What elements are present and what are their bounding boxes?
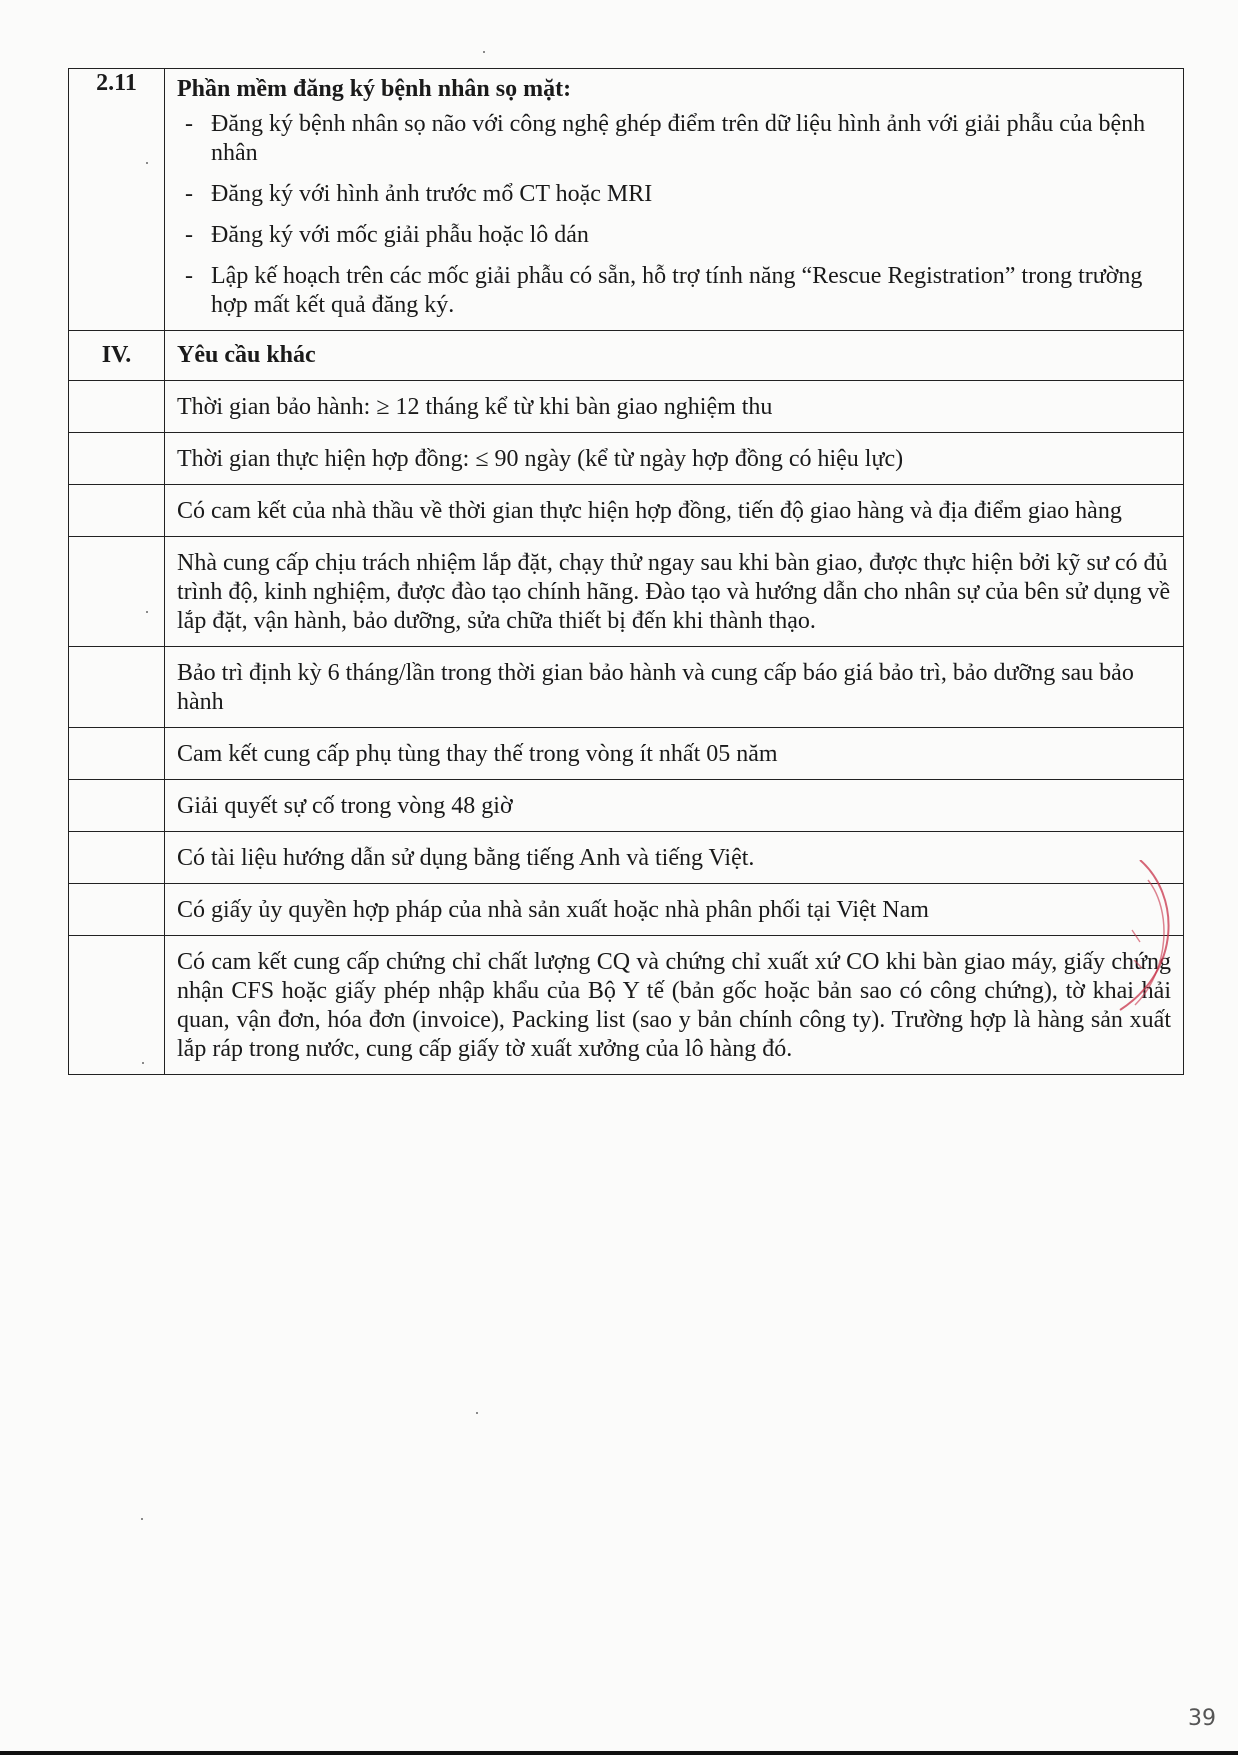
empty-cell — [69, 537, 165, 647]
page-number: 39 — [1188, 1706, 1216, 1731]
requirement-text: Giải quyết sự cố trong vòng 48 giờ — [165, 780, 1184, 832]
empty-cell — [69, 647, 165, 728]
empty-cell — [69, 485, 165, 537]
section-2-11-row — [69, 69, 1184, 331]
empty-cell — [69, 832, 165, 884]
stamp-arc — [1120, 860, 1169, 1010]
section-title: Phần mềm đăng ký bệnh nhân sọ mặt: — [177, 76, 572, 102]
empty-cell — [69, 728, 165, 780]
list-item: - Đăng ký bệnh nhân sọ não với công nghệ ghép điểm trên dữ liệu hình ảnh với giải phẫu của bệnh nhân — [177, 110, 1171, 168]
list-item: - Lập kế hoạch trên các mốc giải phẫu có sẵn, hỗ trợ tính năng “Rescue Registration” trong trường hợp mất kết quả đăng ký. — [177, 262, 1171, 320]
requirement-text: Có tài liệu hướng dẫn sử dụng bằng tiếng Anh và tiếng Việt. — [165, 832, 1184, 884]
table-row — [69, 780, 1184, 832]
scan-speck — [141, 1518, 143, 1520]
requirement-text: Thời gian thực hiện hợp đồng: ≤ 90 ngày (kể từ ngày hợp đồng có hiệu lực) — [165, 433, 1184, 485]
requirement-text: Có giấy ủy quyền hợp pháp của nhà sản xuất hoặc nhà phân phối tại Việt Nam — [165, 884, 1184, 936]
requirement-text: Có cam kết của nhà thầu về thời gian thực hiện hợp đồng, tiến độ giao hàng và địa điểm giao hàng — [165, 485, 1184, 537]
table-row — [69, 537, 1184, 647]
table-row — [69, 485, 1184, 537]
requirements-table — [68, 68, 1184, 1075]
requirement-text: Nhà cung cấp chịu trách nhiệm lắp đặt, chạy thử ngay sau khi bàn giao, được thực hiện bởi kỹ sư có đủ trình độ, kinh nghiệm, được đào tạo chính hãng. Đào tạo và hướng dẫn cho nhân sự của bên sử dụng về lắp đặt, vận hành, bảo dưỡng, sửa chữa thiết bị đến khi thành thạo. — [165, 537, 1184, 647]
table-row — [69, 728, 1184, 780]
list-item: - Đăng ký với hình ảnh trước mổ CT hoặc MRI — [177, 180, 1171, 209]
section-title: Yêu cầu khác — [165, 331, 1184, 381]
section-number: 2.11 — [69, 69, 165, 331]
section-content — [165, 69, 1184, 331]
empty-cell — [69, 381, 165, 433]
stamp-arc — [1135, 880, 1164, 1005]
scan-speck — [476, 1412, 478, 1414]
empty-cell — [69, 780, 165, 832]
empty-cell — [69, 936, 165, 1075]
table-row — [69, 433, 1184, 485]
empty-cell — [69, 433, 165, 485]
requirement-text: Cam kết cung cấp phụ tùng thay thế trong vòng ít nhất 05 năm — [165, 728, 1184, 780]
scan-speck — [483, 51, 485, 53]
table-row — [69, 936, 1184, 1075]
scan-speck — [146, 611, 148, 613]
feature-list — [177, 110, 1171, 320]
section-iv-header-row — [69, 331, 1184, 381]
table-row — [69, 647, 1184, 728]
scan-speck — [146, 162, 148, 164]
empty-cell — [69, 884, 165, 936]
requirement-text: Thời gian bảo hành: ≥ 12 tháng kể từ khi bàn giao nghiệm thu — [165, 381, 1184, 433]
list-item: - Đăng ký với mốc giải phẫu hoặc lô dán — [177, 221, 1171, 250]
stamp-mark — [1110, 860, 1185, 1020]
section-number: IV. — [69, 331, 165, 381]
requirement-text: Bảo trì định kỳ 6 tháng/lần trong thời gian bảo hành và cung cấp báo giá bảo trì, bảo dưỡng sau bảo hành — [165, 647, 1184, 728]
table-row — [69, 381, 1184, 433]
scan-speck — [142, 1062, 144, 1064]
stamp-tick — [1132, 930, 1142, 968]
table-row — [69, 832, 1184, 884]
requirement-text: Có cam kết cung cấp chứng chỉ chất lượng CQ và chứng chỉ xuất xứ CO khi bàn giao máy, giấy chứng nhận CFS hoặc giấy phép nhập khẩu của Bộ Y tế (bản gốc hoặc bản sao có công chứng), tờ khai hải quan, vận đơn, hóa đơn (invoice), Packing list (sao y bản chính công ty). Trường hợp là hàng sản xuất lắp ráp trong nước, cung cấp giấy tờ xuất xưởng của lô hàng đó. — [165, 936, 1184, 1075]
table-row — [69, 884, 1184, 936]
scan-edge — [0, 1751, 1238, 1755]
